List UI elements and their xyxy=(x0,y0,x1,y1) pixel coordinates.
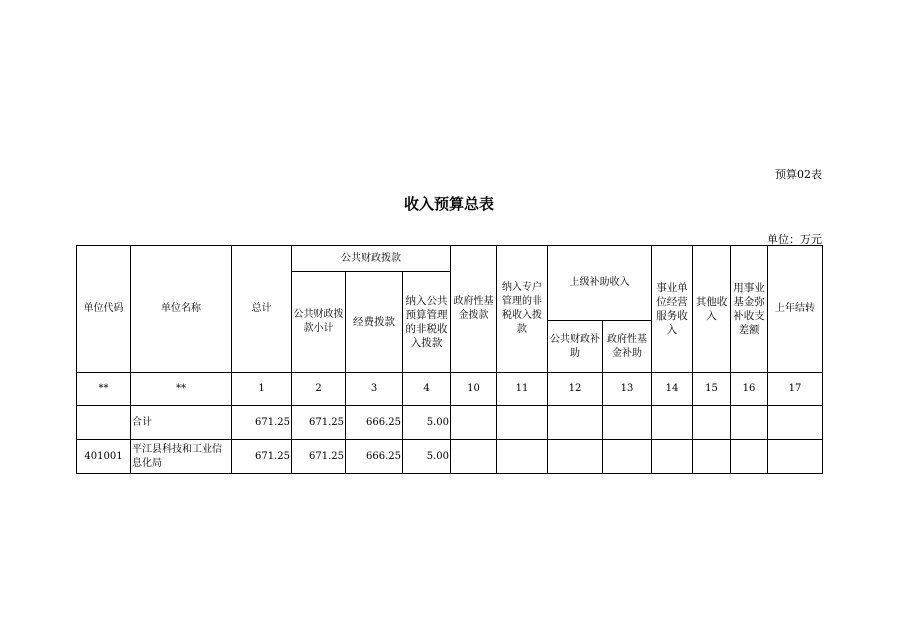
row-name: 平江县科技和工业信息化局 xyxy=(131,440,232,474)
header-carryover: 上年结转 xyxy=(768,246,823,373)
row-nontax: 5.00 xyxy=(403,406,451,440)
header-public-subsidy: 公共财政补助 xyxy=(548,321,603,373)
index-cell: 2 xyxy=(292,373,346,406)
index-cell: 14 xyxy=(652,373,693,406)
row-subtotal: 671.25 xyxy=(292,440,346,474)
empty-cell xyxy=(603,440,652,474)
index-cell: 12 xyxy=(548,373,603,406)
row-funding: 666.25 xyxy=(346,440,403,474)
index-cell: ** xyxy=(131,373,232,406)
header-fund-subsidy: 政府性基金补助 xyxy=(603,321,652,373)
index-cell: 1 xyxy=(232,373,292,406)
empty-cell xyxy=(652,406,693,440)
header-public-subtotal: 公共财政拨款小计 xyxy=(292,272,346,373)
income-budget-table xyxy=(76,245,823,474)
header-public-finance: 公共财政拨款 xyxy=(292,246,451,272)
index-cell: 16 xyxy=(731,373,768,406)
header-other-income: 其他收入 xyxy=(693,246,731,373)
unit-label: 单位：万元 xyxy=(767,233,822,246)
index-cell: 17 xyxy=(768,373,823,406)
empty-cell xyxy=(548,406,603,440)
empty-cell xyxy=(652,440,693,474)
empty-cell xyxy=(451,406,497,440)
index-cell: 11 xyxy=(497,373,548,406)
index-cell: 10 xyxy=(451,373,497,406)
header-unit-code: 单位代码 xyxy=(77,246,131,373)
empty-cell xyxy=(497,440,548,474)
empty-cell xyxy=(497,406,548,440)
page-title: 收入预算总表 xyxy=(403,195,494,213)
empty-cell xyxy=(731,440,768,474)
header-superior-subsidy: 上级补助收入 xyxy=(548,246,652,321)
header-business-service: 事业单位经营服务收入 xyxy=(652,246,693,373)
empty-cell xyxy=(451,440,497,474)
header-gov-fund: 政府性基金拨款 xyxy=(451,246,497,373)
index-cell: ** xyxy=(77,373,131,406)
row-nontax: 5.00 xyxy=(403,440,451,474)
header-special-nontax: 纳入专户管理的非税收入拨款 xyxy=(497,246,548,373)
index-cell: 3 xyxy=(346,373,403,406)
row-code: 401001 xyxy=(77,440,131,474)
empty-cell xyxy=(548,440,603,474)
empty-cell xyxy=(768,440,823,474)
row-subtotal: 671.25 xyxy=(292,406,346,440)
header-funding: 经费拨款 xyxy=(346,272,403,373)
row-name: 合计 xyxy=(131,406,232,440)
empty-cell xyxy=(603,406,652,440)
table-row xyxy=(77,440,823,474)
table-row xyxy=(77,406,823,440)
header-unit-name: 单位名称 xyxy=(131,246,232,373)
form-number: 预算02表 xyxy=(775,168,822,181)
index-row xyxy=(77,373,823,406)
row-code xyxy=(77,406,131,440)
index-cell: 15 xyxy=(693,373,731,406)
empty-cell xyxy=(693,406,731,440)
empty-cell xyxy=(768,406,823,440)
header-fund-balance: 用事业基金弥补收支差额 xyxy=(731,246,768,373)
index-cell: 13 xyxy=(603,373,652,406)
row-total: 671.25 xyxy=(232,406,292,440)
header-total: 总计 xyxy=(232,246,292,373)
row-total: 671.25 xyxy=(232,440,292,474)
empty-cell xyxy=(731,406,768,440)
header-nontax-budget: 纳入公共预算管理的非税收入拨款 xyxy=(403,272,451,373)
empty-cell xyxy=(693,440,731,474)
row-funding: 666.25 xyxy=(346,406,403,440)
index-cell: 4 xyxy=(403,373,451,406)
